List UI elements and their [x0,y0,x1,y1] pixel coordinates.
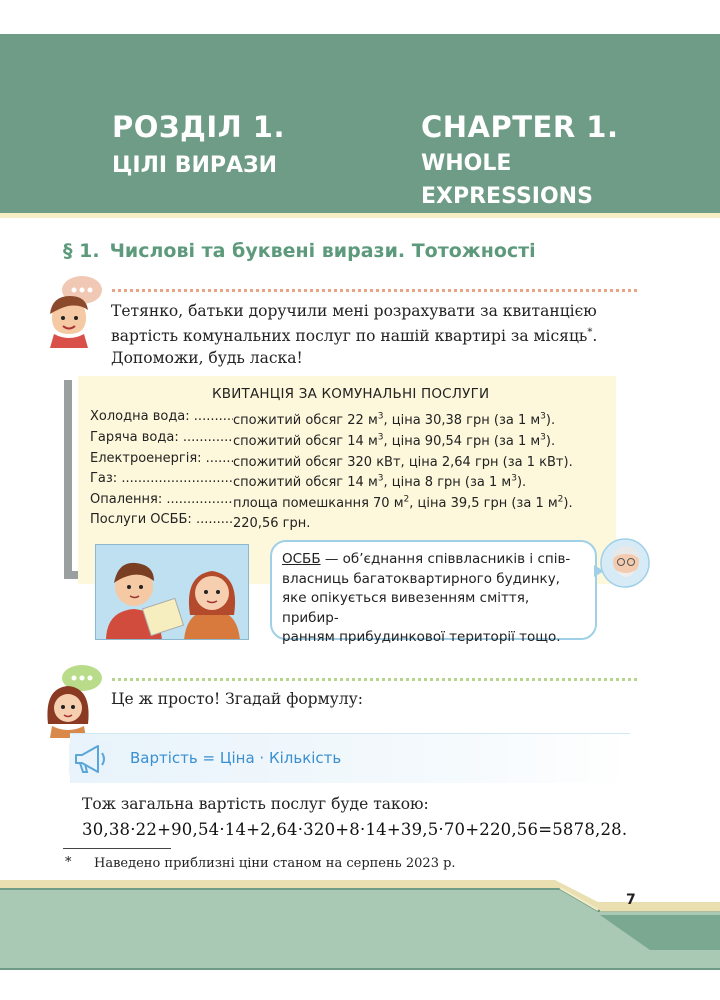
receipt-row-value: спожитий обсяг 14 м [233,434,378,449]
receipt-row-end: ). [563,496,573,511]
receipt-row-price: , ціна 8 грн (за 1 м [383,475,512,490]
header-stripe [0,213,720,218]
boy-speech-line3: Допоможи, будь ласка! [111,349,303,368]
grandpa-avatar-icon [600,538,650,588]
receipt-row [90,512,310,531]
osbb-line3: яке опікується вивезенням сміття, прибир- [282,590,530,626]
section-title: Числові та буквені вирази. Тотожності [109,240,536,262]
receipt-row-price: , ціна 39,5 грн (за 1 м [409,496,558,511]
formula-text: Вартість = Ціна · Кількість [130,749,342,767]
receipt-row [90,430,555,449]
receipt-row-label: Послуги ОСББ: ..... [90,512,233,527]
footer-decoration [0,880,720,1000]
boy-avatar-icon [42,274,108,348]
footnote-reference: * [587,327,593,338]
section-number: § 1. [63,240,100,262]
chapter-number-en: CHAPTER 1. [421,110,619,144]
footnote-divider [63,848,171,849]
unit-superscript: 3 [377,411,384,422]
unit-superscript: 3 [540,432,546,443]
receipt-row-label: Газ: ..... [90,471,233,486]
chapter-number-ua: РОЗДІЛ 1. [112,110,286,144]
footnote-text: Наведено приблизні ціни станом на серпень 2023 р. [94,856,456,871]
boy-speech-line2-end: . [592,327,598,346]
kids-illustration [95,544,249,640]
receipt-row-end: ). [545,413,556,428]
unit-superscript: 3 [377,473,384,484]
footnote-mark: * [65,855,72,870]
receipt-row [90,471,526,490]
megaphone-icon [68,740,112,778]
page-number: 7 [626,892,636,908]
receipt-row-value: спожитий обсяг 14 м [233,475,378,490]
chapter-title-ua: ЦІЛІ ВИРАЗИ [112,153,278,178]
chapter-title-en-line2: EXPRESSIONS [421,184,593,209]
receipt-row-value: спожитий обсяг 320 кВт, ціна 2,64 грн (за 1 кВт). [233,455,573,470]
receipt-row-label: Опалення: ..... [90,492,233,507]
dialog-divider-green [112,678,637,681]
osbb-line2: власниць багатоквартирного будинку, [282,570,560,587]
receipt-row-label: Холодна вода: ..... [90,409,233,424]
result-intro: Тож загальна вартість послуг буде такою: [82,795,429,813]
girl-avatar-icon [42,664,108,738]
receipt-row-label: Електроенергія: ..... [90,451,233,466]
receipt-row-value: спожитий обсяг 22 м [233,413,378,428]
boy-speech-line2-text: вартість комунальних послуг по нашій квартирі за місяць [111,327,588,346]
unit-superscript: 3 [511,473,517,484]
boy-speech-line1: Тетянко, батьки доручили мені розрахувати за квитанцією [111,302,597,320]
unit-superscript: 3 [377,432,384,443]
receipt-row [90,492,573,511]
chapter-title-en [421,147,593,213]
osbb-line1 [282,550,583,570]
receipt-row-end: ). [545,434,556,449]
result-equation: 30,38·22+90,54·14+2,64·320+8·14+39,5·70+220,56=5878,28. [82,820,628,839]
osbb-definition-bubble [270,540,597,645]
girl-speech-text: Це ж просто! Згадай формулу: [111,690,363,708]
receipt-row [90,451,573,470]
receipt-row-label: Гаряча вода: ..... [90,430,233,445]
receipt-row [90,409,555,428]
unit-superscript: 2 [557,494,564,505]
osbb-line4: ранням прибудинкової території тощо. [282,629,561,645]
receipt-title: КВИТАНЦІЯ ЗА КОМУНАЛЬНІ ПОСЛУГИ [212,386,490,402]
receipt-row-price: , ціна 30,38 грн (за 1 м [383,413,541,428]
receipt-row-end: ). [516,475,527,490]
receipt-shadow [64,380,72,576]
chapter-title-en-line1: WHOLE [421,151,512,176]
boy-speech-text [111,300,651,369]
boy-speech-line2 [111,322,651,347]
receipt-row-value: 220,56 грн. [233,516,311,531]
section-heading [63,240,536,262]
dialog-divider-orange [112,289,637,292]
receipt-row-price: , ціна 90,54 грн (за 1 м [383,434,541,449]
osbb-line1-text: — об’єднання співвласників і спів- [320,551,571,567]
unit-superscript: 2 [403,494,410,505]
receipt-row-value: площа помешкання 70 м [233,496,404,511]
osbb-abbr: ОСББ [282,551,321,567]
unit-superscript: 3 [540,411,546,422]
